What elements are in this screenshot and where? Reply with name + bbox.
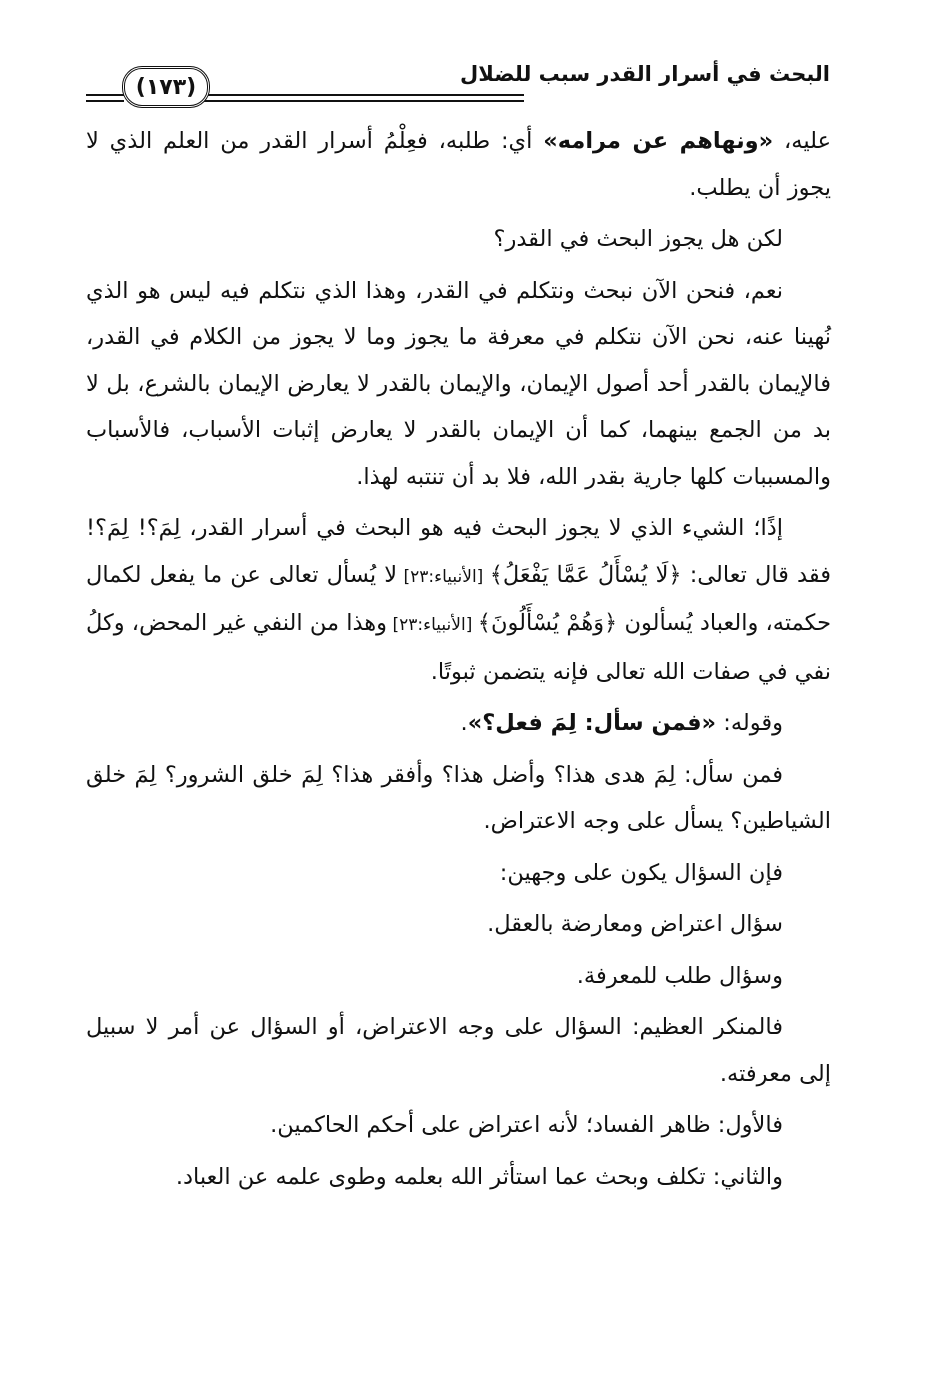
text-run: . [460,710,468,736]
paragraph-7: فإن السؤال يكون على وجهين: [499,859,783,886]
text-run: إذًا؛ الشيء الذي لا يجوز البحث فيه هو البحث في أسرار القدر، لِمَ؟! لِمَ؟! فقد قال تعالى: [86,515,831,588]
paragraph-12: والثاني: تكلف وبحث عما استأثر الله بعلمه وطوى علمه عن العباد. [175,1163,783,1190]
header-rule-top-left [86,94,124,96]
paragraph-6: فمن سأل: لِمَ هدى هذا؟ وأضل هذا؟ وأفقر هذا؟ لِمَ خلق الشرور؟ لِمَ خلق الشياطين؟ يسأل على وجه الاعتراض. [86,761,831,834]
quoted-phrase: «ونهاهم عن مرامه» [543,128,774,154]
paragraph-8: سؤال اعتراض ومعارضة بالعقل. [487,911,783,937]
paragraph-2: لكن هل يجوز البحث في القدر؟ [493,226,783,252]
page-number [122,66,210,108]
quran-verse: ﴿لَا يُسْأَلُ عَمَّا يَفْعَلُ﴾ [489,561,682,588]
paragraph-9: وسؤال طلب للمعرفة. [576,962,783,989]
body-text [86,118,831,1200]
paragraph-10: فالمنكر العظيم: السؤال على وجه الاعتراض، أو السؤال عن أمر لا سبيل إلى معرفته. [86,1014,831,1087]
running-title: البحث في أسرار القدر سبب للضلال [454,62,830,86]
text-run: أي: طلبه، فعِلْمُ أسرار القدر من العلم الذي لا يجوز أن يطلب. [86,128,831,201]
page-header [86,60,830,110]
paragraph-1 [86,118,831,211]
header-rule-top-right [204,94,524,96]
paragraph-4 [86,505,831,695]
page-number-text: (١٧٣) [135,74,197,100]
text-run: وقوله: [716,710,783,736]
quran-verse: ﴿وَهُمْ يُسْأَلُونَ﴾ [477,610,618,636]
header-rule-bottom-left [86,100,124,102]
paragraph-3: نعم، فنحن الآن نبحث ونتكلم في القدر، وهذا الذي نتكلم فيه ليس هو الذي نُهينا عنه، نحن الآن نتكلم في معرفة ما يجوز وما لا يجوز من الكلام في القدر، فالإيمان بالقدر أحد أصول الإيمان، والإيمان بالقدر لا يعارض الإيمان بالشرع، بل لا بد من الجمع بينهما، كما أن الإيمان بالقدر لا يعارض إثبات الأسباب، فالأسباب والمسببات كلها جارية بقدر الله، فلا بد أن تنتبه لهذا. [86,277,831,490]
header-rule-bottom-right [204,100,524,102]
text-run: لا يُسأل تعالى عن ما يفعل لكمال حكمته، والعباد يُسألون [86,561,831,636]
verse-reference: [الأنبياء:٢٣] [397,566,490,587]
verse-reference: [الأنبياء:٢٣] [387,615,478,635]
quoted-phrase: «فمن سأل: لِمَ فعل؟» [467,710,717,736]
paragraph-11: فالأول: ظاهر الفساد؛ لأنه اعتراض على أحكم الحاكمين. [270,1112,783,1138]
text-run: وهذا من النفي غير المحض، وكلُ نفي في صفات الله تعالى فإنه يتضمن ثبوتًا. [86,610,831,685]
paragraph-5 [86,700,831,747]
text-run: عليه، [773,128,831,154]
